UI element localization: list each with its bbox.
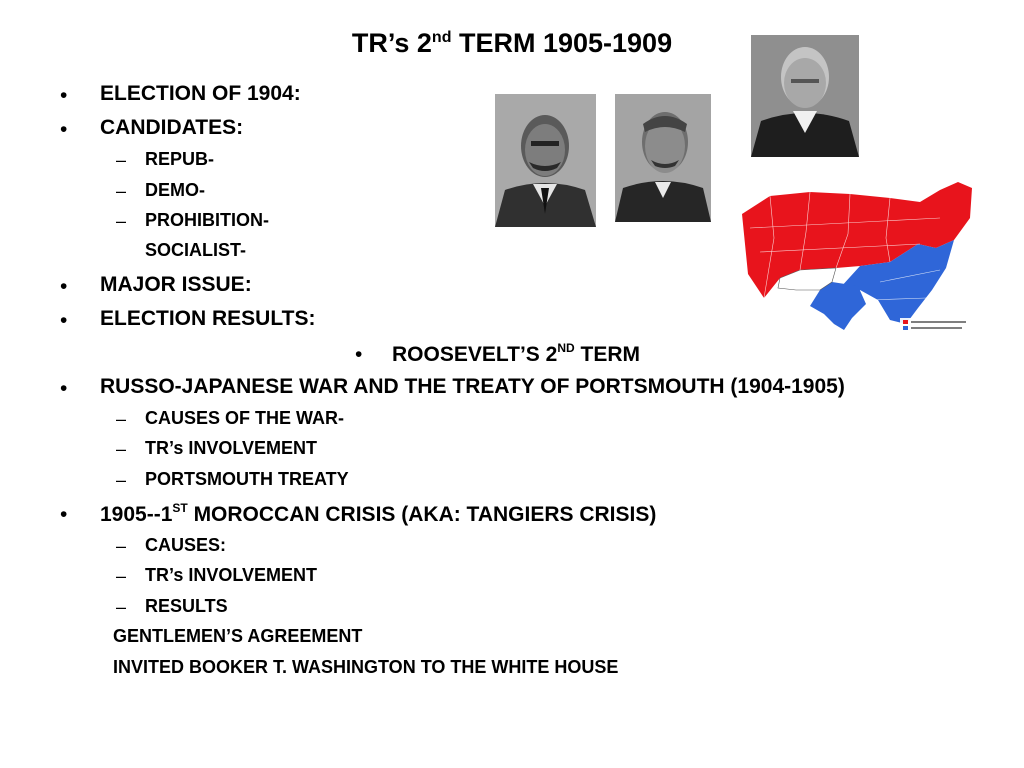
title-text-rest: TERM 1905-1909 bbox=[451, 28, 673, 58]
bullet-text-rest: TERM bbox=[574, 343, 640, 366]
bullet-text: MAJOR ISSUE: bbox=[100, 273, 252, 296]
title-text: TR’s 2 bbox=[351, 28, 432, 58]
bullet-text-superscript: ST bbox=[172, 501, 188, 515]
dash-icon: – bbox=[116, 409, 127, 429]
dash-icon: – bbox=[116, 439, 127, 459]
bullet-icon: • bbox=[60, 84, 68, 107]
bullet-text: ELECTION OF 1904: bbox=[100, 82, 301, 105]
bullet-text-superscript: ND bbox=[557, 341, 575, 355]
election-map-1904 bbox=[740, 178, 974, 336]
bullet-text-rest: MOROCCAN CRISIS (AKA: TANGIERS CRISIS) bbox=[187, 503, 657, 526]
sub-bullet-text: TR’s INVOLVEMENT bbox=[145, 565, 318, 585]
dash-icon: – bbox=[116, 597, 127, 617]
dash-icon: – bbox=[116, 566, 127, 586]
sub-bullet-text: PORTSMOUTH TREATY bbox=[145, 469, 349, 489]
bullet-text bbox=[392, 341, 640, 367]
sub-bullet-text: PROHIBITION- bbox=[145, 210, 269, 230]
plain-text: GENTLEMEN’S AGREEMENT bbox=[113, 626, 363, 646]
bullet-text: RUSSO-JAPANESE WAR AND THE TREATY OF PORTSMOUTH (1904-1905) bbox=[100, 375, 845, 398]
bullet-text-main: 1905--1 bbox=[100, 503, 173, 526]
dash-icon: – bbox=[116, 470, 127, 490]
bullet-text: ELECTION RESULTS: bbox=[100, 307, 316, 330]
portrait-parker bbox=[615, 94, 711, 222]
bullet-text: CANDIDATES: bbox=[100, 116, 244, 139]
sub-bullet-text: CAUSES OF THE WAR- bbox=[145, 408, 345, 428]
dash-icon: – bbox=[116, 536, 127, 556]
bullet-icon: • bbox=[60, 118, 68, 141]
sub-bullet-text: REPUB- bbox=[145, 149, 215, 169]
dash-icon: – bbox=[116, 211, 127, 231]
bullet-icon: • bbox=[60, 309, 68, 332]
bullet-icon: • bbox=[355, 343, 363, 366]
dash-icon: – bbox=[116, 181, 127, 201]
bullet-text bbox=[100, 501, 656, 527]
portrait-debs bbox=[751, 35, 859, 157]
sub-bullet-text: TR’s INVOLVEMENT bbox=[145, 438, 318, 458]
bullet-icon: • bbox=[60, 377, 68, 400]
sub-bullet-text: CAUSES: bbox=[145, 535, 227, 555]
bullet-icon: • bbox=[60, 275, 68, 298]
bullet-text-main: ROOSEVELT’S 2 bbox=[392, 343, 558, 366]
title-superscript: nd bbox=[431, 29, 452, 46]
plain-text: INVITED BOOKER T. WASHINGTON TO THE WHITE HOUSE bbox=[113, 657, 619, 677]
sub-bullet-text: DEMO- bbox=[145, 180, 205, 200]
bullet-icon: • bbox=[60, 503, 68, 526]
sub-bullet-text: RESULTS bbox=[145, 596, 228, 616]
sub-bullet-text: SOCIALIST- bbox=[145, 240, 247, 260]
slide-title bbox=[0, 28, 1024, 59]
dash-icon: – bbox=[116, 150, 127, 170]
portrait-roosevelt bbox=[495, 94, 596, 227]
